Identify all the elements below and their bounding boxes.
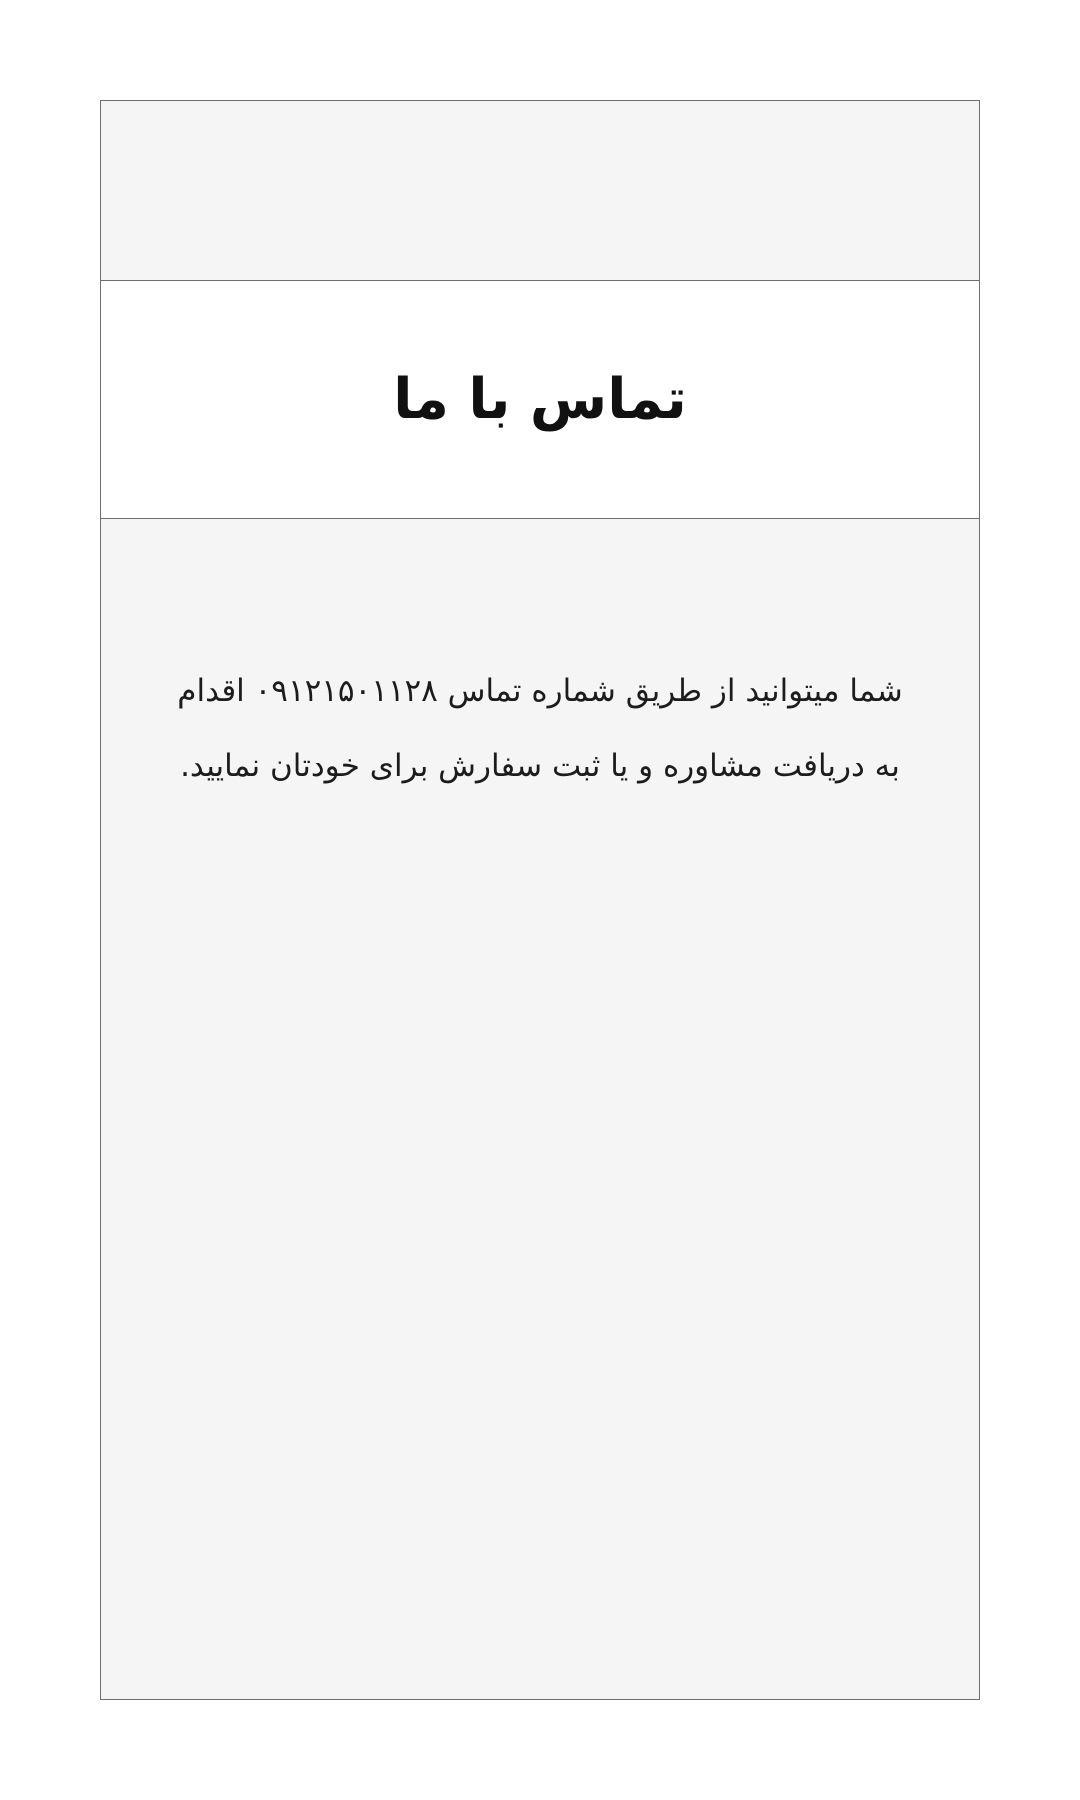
content-section xyxy=(101,519,979,1699)
page-title: تماس با ما xyxy=(393,367,687,432)
title-section xyxy=(101,281,979,519)
hero-banner xyxy=(101,101,979,281)
contact-card xyxy=(100,100,980,1700)
contact-paragraph: شما میتوانید از طریق شماره تماس ۰۹۱۲۱۵۰۱۱۲۸ اقدام به دریافت مشاوره و یا ثبت سفارش برای خودتان نمایید. xyxy=(177,673,903,785)
